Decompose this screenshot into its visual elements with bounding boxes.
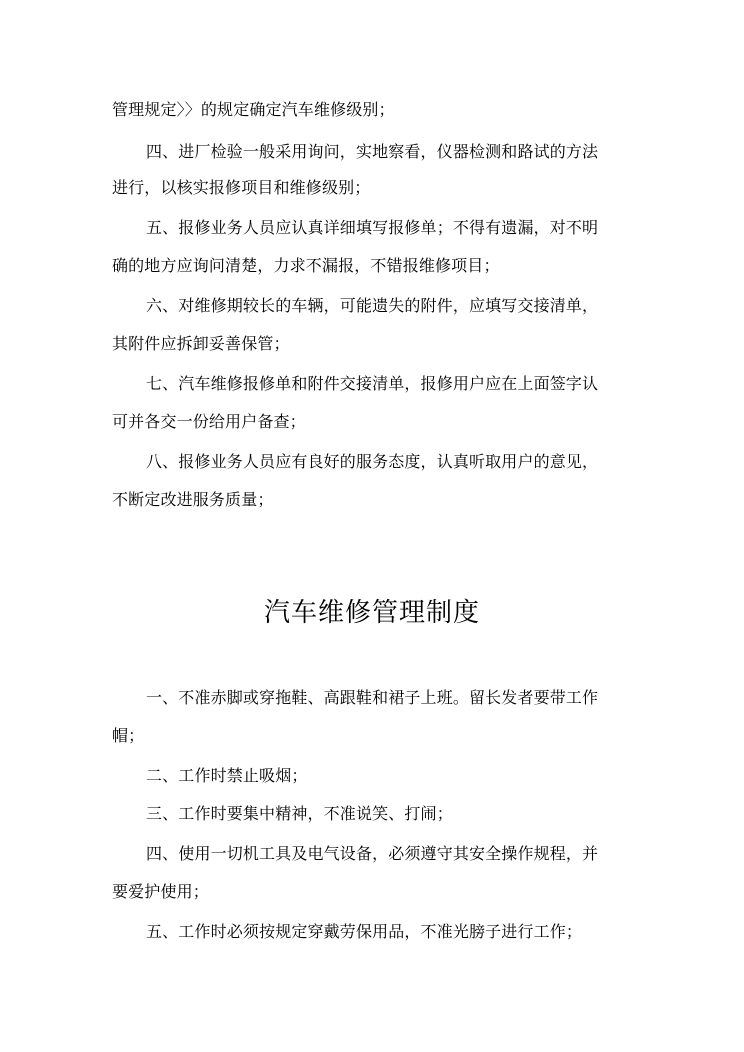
text-line: 二、工作时禁止吸烟； [146, 766, 308, 785]
text-line: 五、报修业务人员应认真详细填写报修单；不得有遗漏，对不明 [146, 218, 599, 237]
text-line: 帽； [112, 726, 145, 745]
text-line: 确的地方应询问清楚，力求不漏报，不错报维修项目； [112, 256, 500, 275]
text-line: 八、报修业务人员应有良好的服务态度，认真听取用户的意见， [146, 452, 599, 471]
text-line: 管理规定〉〉的规定确定汽车维修级别； [112, 100, 395, 119]
text-line: 一、不准赤脚或穿拖鞋、高跟鞋和裙子上班。留长发者要带工作 [146, 688, 599, 707]
text-line: 四、使用一切机工具及电气设备，必须遵守其安全操作规程，并 [146, 844, 599, 863]
text-line: 要爱护使用； [112, 882, 209, 901]
section-title: 汽车维修管理制度 [263, 598, 480, 628]
text-line: 不断定改进服务质量； [112, 490, 274, 509]
text-line: 六、对维修期较长的车辆，可能遗失的附件，应填写交接清单， [146, 296, 599, 315]
text-line: 三、工作时要集中精神，不准说笑、打闹； [146, 804, 453, 823]
text-line: 进行，以核实报修项目和维修级别； [112, 178, 371, 197]
text-line: 可并各交一份给用户备查； [112, 412, 306, 431]
text-line: 七、汽车维修报修单和附件交接清单，报修用户应在上面签字认 [146, 374, 599, 393]
text-line: 四、进厂检验一般采用询问，实地察看，仪器检测和路试的方法 [146, 142, 599, 161]
text-line: 其附件应拆卸妥善保管； [112, 334, 290, 353]
text-line: 五、工作时必须按规定穿戴劳保用品，不准光膀子进行工作； [146, 922, 583, 941]
